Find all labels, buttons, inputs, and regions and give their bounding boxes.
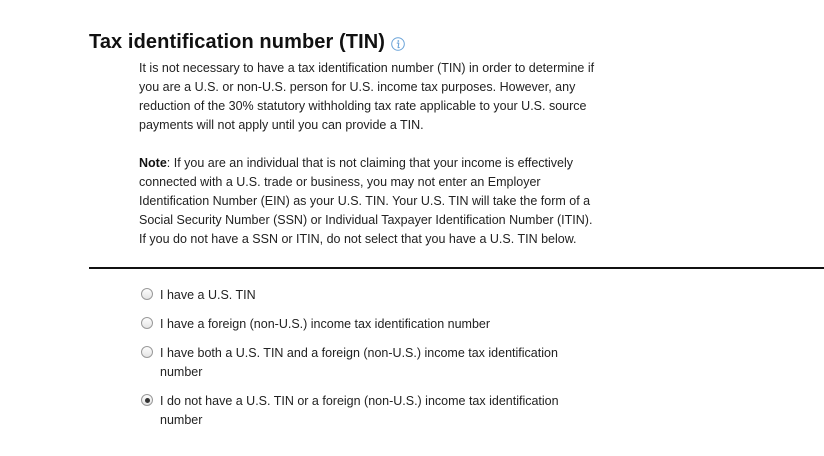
radio-button[interactable] [141,317,153,329]
section-heading [89,30,405,54]
section-divider [89,267,824,269]
info-icon[interactable] [391,37,405,51]
radio-label[interactable]: I have a foreign (non-U.S.) income tax identification number [160,317,491,331]
note-label: Note [139,156,167,170]
radio-option-us-tin[interactable] [141,286,611,305]
radio-label[interactable]: I have both a U.S. TIN and a foreign (non-U.S.) income tax identification number [160,346,558,379]
note-text: : If you are an individual that is not claiming that your income is effectively connected with a U.S. trade or business, you may not enter an Employer Identification Number (EIN) as your U.S. TIN. Your U.S. TIN will take the form of a Social Security Number (SSN) or Individual Taxpayer Identification Number (ITIN). If you do not have a SSN or ITIN, do not select that you have a U.S. TIN below. [139,156,593,246]
note-paragraph [139,154,599,249]
radio-button[interactable] [141,394,153,406]
radio-option-foreign-tin[interactable] [141,315,611,334]
tin-description [139,59,599,249]
radio-button[interactable] [141,346,153,358]
radio-label[interactable]: I do not have a U.S. TIN or a foreign (non-U.S.) income tax identification number [160,394,559,427]
description-paragraph: It is not necessary to have a tax identification number (TIN) in order to determine if you are a U.S. or non-U.S. person for U.S. income tax purposes. However, any reduction of the 30% statutory withholding tax rate applicable to your U.S. source payments will not apply until you can provide a TIN. [139,61,595,132]
radio-option-no-tin[interactable] [141,392,611,430]
page-title: Tax identification number (TIN) [89,31,386,53]
radio-button[interactable] [141,288,153,300]
radio-option-both-tins[interactable] [141,344,611,382]
tin-radio-group [141,286,611,430]
radio-label[interactable]: I have a U.S. TIN [160,288,256,302]
